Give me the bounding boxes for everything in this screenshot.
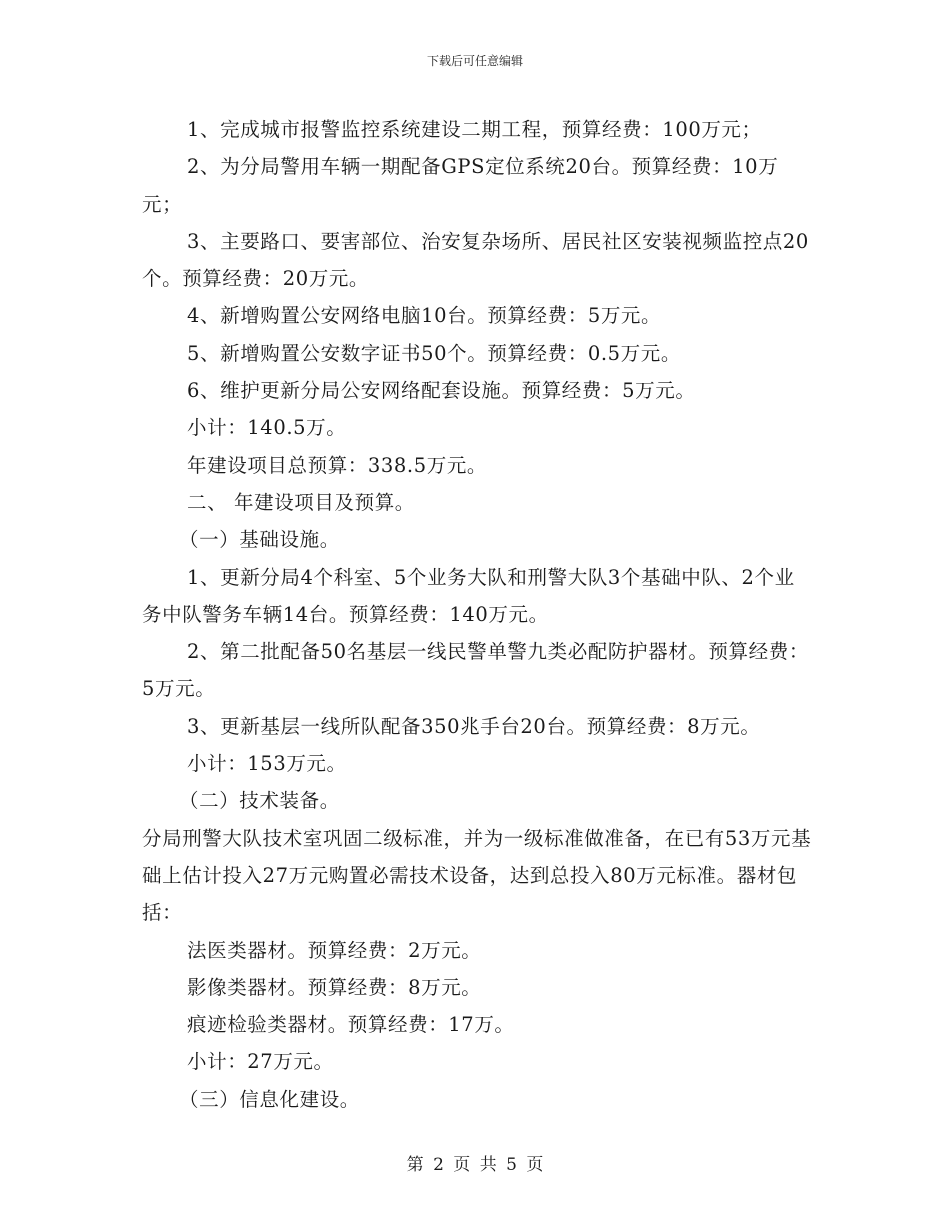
equipment-item-3: 痕迹检验类器材。预算经费：17万。 (187, 1013, 515, 1037)
subtotal-3: 小计：27万元。 (187, 1050, 334, 1074)
paragraph-item-3: 3、主要路口、要害部位、治安复杂场所、居民社区安装视频监控点20个。预算经费：20万元。 (142, 229, 809, 291)
infrastructure-item-3: 3、更新基层一线所队配备350兆手台20台。预算经费：8万元。 (187, 714, 761, 738)
subtotal-2: 小计：153万元。 (187, 752, 347, 776)
subsection-heading-2: （二）技术装备。 (179, 789, 340, 813)
paragraph-item-4: 4、新增购置公安网络电脑10台。预算经费：5万元。 (187, 304, 662, 328)
paragraph-item-5: 5、新增购置公安数字证书50个。预算经费：0.5万元。 (187, 341, 681, 365)
section-heading-2: 二、 年建设项目及预算。 (187, 490, 415, 514)
document-body (142, 111, 814, 1118)
subsection-heading-3: （三）信息化建设。 (179, 1087, 360, 1111)
subtotal-1: 小计：140.5万。 (187, 416, 347, 440)
equipment-item-1: 法医类器材。预算经费：2万元。 (187, 938, 482, 962)
infrastructure-item-1: 1、更新分局4个科室、5个业务大队和刑警大队3个基础中队、2个业务中队警务车辆14台。预算经费：140万元。 (142, 565, 795, 626)
subsection-heading-1: （一）基础设施。 (179, 528, 340, 552)
infrastructure-item-2: 2、第二批配备50名基层一线民警单警九类必配防护器材。预算经费：5万元。 (142, 640, 809, 701)
paragraph-item-2: 2、为分局警用车辆一期配备GPS定位系统20台。预算经费：10万元； (142, 155, 779, 216)
paragraph-item-6: 6、维护更新分局公安网络配套设施。预算经费：5万元。 (187, 379, 696, 403)
page-number-footer: 第 2 页 共 5 页 (406, 1155, 544, 1175)
equipment-item-2: 影像类器材。预算经费：8万元。 (187, 975, 482, 999)
page-header-note: 下载后可任意编辑 (426, 54, 523, 68)
tech-equipment-paragraph: 分局刑警大队技术室巩固二级标准，并为一级标准做准备，在已有53万元基础上估计投入27万元购置必需技术设备，达到总投入80万元标准。器材包括： (142, 826, 812, 925)
paragraph-item-1: 1、完成城市报警监控系统建设二期工程，预算经费：100万元； (187, 118, 762, 141)
total-budget: 年建设项目总预算：338.5万元。 (187, 453, 488, 477)
